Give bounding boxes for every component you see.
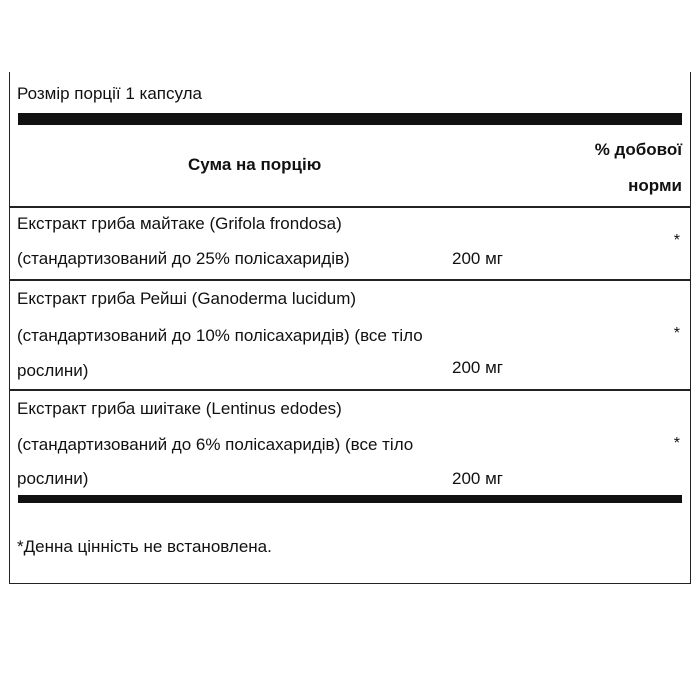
ingredient-amount: 200 мг <box>452 469 503 488</box>
ingredient-detail: (стандартизований до 10% полісахаридів) (все тіло <box>17 326 423 345</box>
ingredient-name: Екстракт гриба шиітаке (Lentinus edodes) <box>17 399 342 418</box>
ingredient-row <box>10 391 690 495</box>
daily-value-mark: * <box>673 435 680 452</box>
ingredient-amount: 200 мг <box>452 358 503 377</box>
ingredient-row <box>10 208 690 279</box>
daily-value-mark: * <box>673 325 680 342</box>
daily-value-header-line2: норми <box>628 176 682 195</box>
supplement-facts-panel <box>9 72 691 584</box>
daily-value-header-line1: % добової <box>594 140 682 159</box>
thick-divider <box>18 113 682 125</box>
serving-size: Розмір порції 1 капсула <box>17 84 203 103</box>
ingredient-name: Екстракт гриба Рейші (Ganoderma lucidum) <box>17 289 357 308</box>
ingredient-amount: 200 мг <box>452 249 503 268</box>
bottom-thick-divider <box>18 495 682 503</box>
ingredient-detail: (стандартизований до 25% полісахаридів) <box>17 249 350 268</box>
ingredient-row <box>10 281 690 389</box>
ingredient-name: Екстракт гриба майтаке (Grifola frondosa) <box>17 214 342 233</box>
footnote: *Денна цінність не встановлена. <box>17 537 272 556</box>
amount-per-serving-header: Сума на порцію <box>188 155 322 174</box>
ingredient-detail: (стандартизований до 6% полісахаридів) (все тіло <box>17 435 414 454</box>
daily-value-mark: * <box>673 232 680 249</box>
ingredient-detail: рослини) <box>17 469 89 488</box>
ingredient-detail: рослини) <box>17 361 89 380</box>
